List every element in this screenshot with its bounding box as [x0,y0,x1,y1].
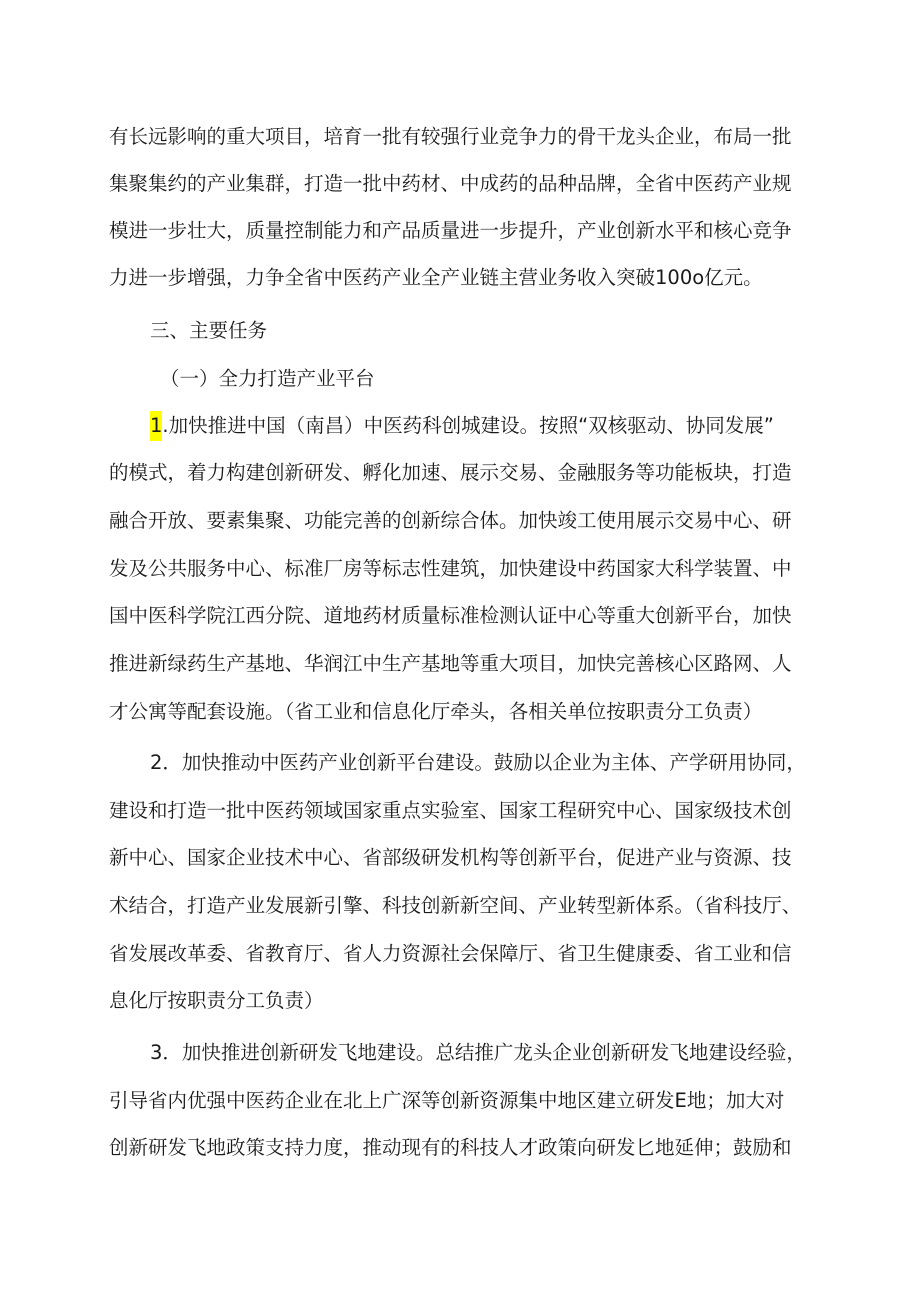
body-text-line: 创新研发飞地政策支持力度，推动现有的科技人才政策向研发匕地延伸；鼓励和 [109,1136,792,1159]
body-text-line: 力进一步增强，力争全省中医药产业全产业链主营业务收入突破100o亿元。 [109,266,763,289]
body-text-line: 引导省内优强中医药企业在北上广深等创新资源集中地区建立研发E地；加大对 [109,1089,785,1112]
body-text-line: 才公寓等配套设施。（省工业和信息化厅牵头，各相关单位按职责分工负责） [109,700,763,723]
body-text-line: 有长远影响的重大项目，培育一批有较强行业竞争力的骨干龙头企业，布局一批 [109,125,792,148]
body-text-line: 的模式，着力构建创新研发、孵化加速、展示交易、金融服务等功能板块，打造 [109,461,792,484]
body-text-line: 术结合，打造产业发展新引擎、科技创新新空间、产业转型新体系。（省科技厅、 [109,894,802,917]
subsection-heading: （一）全力打造产业平台 [160,367,375,390]
body-text-line: 发及公共服务中心、标准厂房等标志性建筑，加快建设中药国家大科学装置、中 [109,557,792,580]
body-text-line: 国中医科学院江西分院、道地药材质量标准检测认证中心等重大创新平台，加快 [109,604,792,627]
item-2-first-line: 2．加快推动中医药产业创新平台建设。鼓励以企业为主体、产学研用协同， [150,751,806,774]
item-3-first-line: 3．加快推进创新研发飞地建设。总结推广龙头企业创新研发飞地建设经验， [150,1041,806,1064]
body-text-line: 省发展改革委、省教育厅、省人力资源社会保障厅、省卫生健康委、省工业和信 [109,942,792,965]
body-text-line: 融合开放、要素集聚、功能完善的创新综合体。加快竣工使用展示交易中心、研 [109,509,792,532]
body-text-line: 集聚集约的产业集群，打造一批中药材、中成药的品种品牌，全省中医药产业规 [109,172,792,195]
body-text-line: 建设和打造一批中医药领域国家重点实验室、国家工程研究中心、国家级技术创 [109,799,792,822]
body-text-line: 模进一步壮大，质量控制能力和产品质量进一步提升，产业创新水平和核心竞争 [109,219,792,242]
item-1-text: .加快推进中国（南昌）中医药科创城建设。按照“双核驱动、协同发展” [162,414,774,437]
body-text-line: 息化厅按职责分工负责） [109,989,324,1012]
body-text-line: 新中心、国家企业技术中心、省部级研发机构等创新平台，促进产业与资源、技 [109,846,792,869]
body-text-line: 推进新绿药生产基地、华润江中生产基地等重大项目，加快完善核心区路网、人 [109,652,792,675]
item-1-first-line [150,413,774,439]
highlighted-marker: 1 [150,411,162,441]
section-heading: 三、主要任务 [150,319,268,342]
